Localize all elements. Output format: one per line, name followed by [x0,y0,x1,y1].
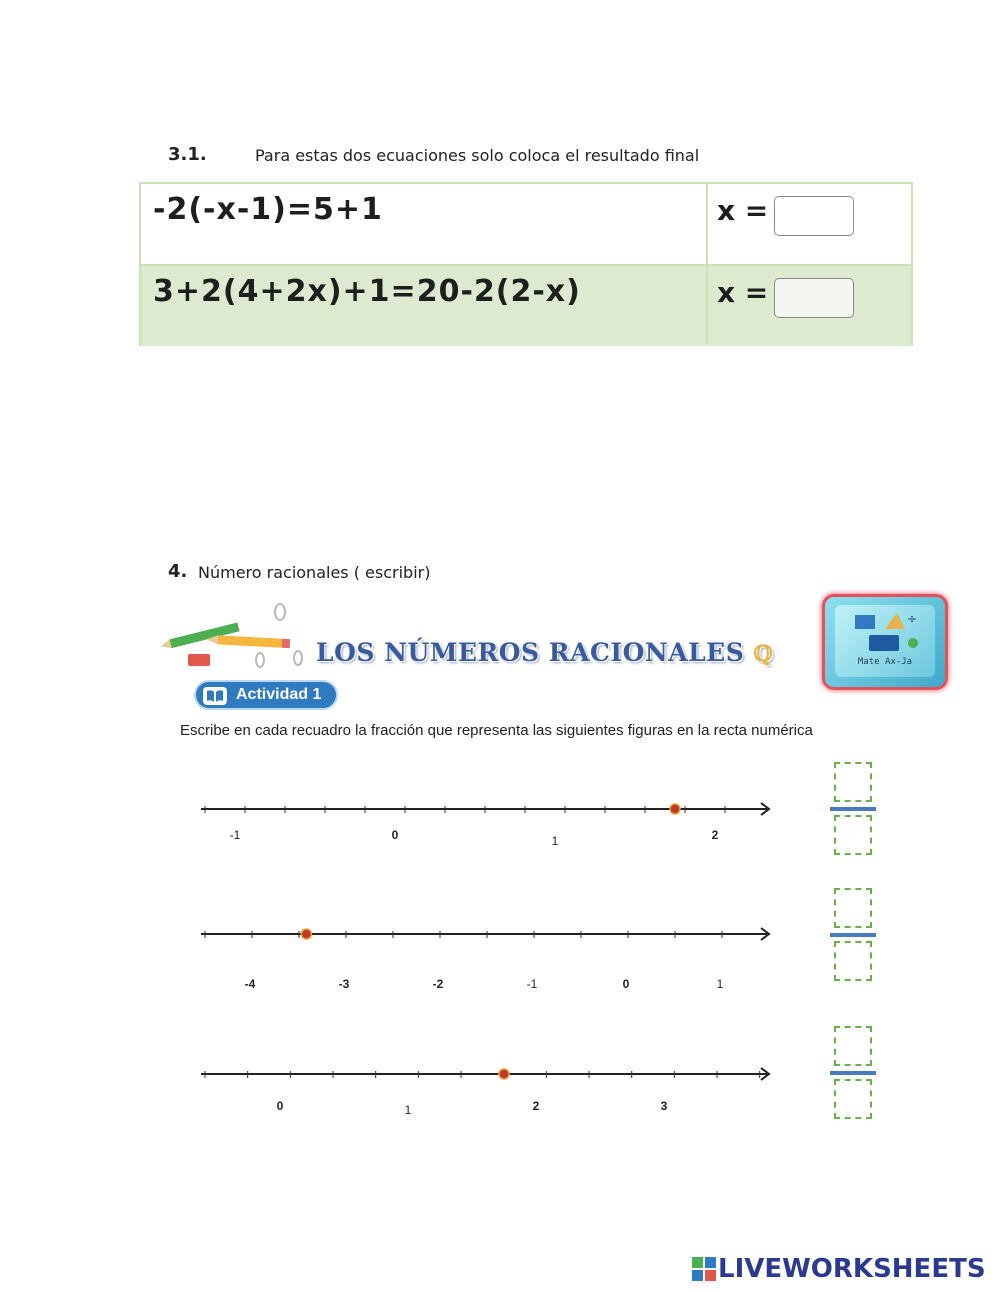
number-line-label: 2 [532,1099,540,1113]
fraction-bar-1 [830,807,876,811]
number-line-label: -1 [229,828,241,842]
liveworksheets-logo [692,1254,986,1284]
denominator-input-3[interactable] [834,1079,872,1119]
equations-table [139,182,913,346]
number-line-label: 0 [622,977,630,991]
number-line-label: 1 [404,1103,412,1117]
answer-label-2: x = [717,276,769,309]
number-line-label: 0 [391,828,399,842]
table-column-divider [706,184,708,344]
book-icon [202,686,228,706]
logo-text: Mate Ax-Ja [857,657,913,667]
worksheet-title-text: LOS NÚMEROS RACIONALES [316,638,745,667]
number-line-label: 3 [660,1099,668,1113]
numerator-input-2[interactable] [834,888,872,928]
numerator-input-1[interactable] [834,762,872,802]
equation-row-1 [141,184,911,266]
answer-input-1[interactable] [774,196,854,236]
number-line-label: 2 [711,828,719,842]
equation-1: -2(-x-1)=5+1 [153,192,383,227]
logo-inner-panel [835,605,935,677]
math-tools-icon [849,611,921,655]
denominator-input-2[interactable] [834,941,872,981]
number-line-2 [195,920,785,1000]
liveworksheets-mark-icon [692,1257,716,1281]
number-line-label: 1 [551,834,559,848]
worksheet-instruction: Escribe en cada recuadro la fracción que representa las siguientes figuras en la recta numérica [180,722,813,739]
equation-row-2 [141,266,911,346]
section-4-instruction: Número racionales ( escribir) [198,563,431,582]
rational-set-symbol: ℚ [753,641,774,667]
mate-ax-ja-logo [822,594,948,690]
section-3-1-number: 3.1. [168,144,207,165]
number-line-point [301,929,311,939]
number-line-point [499,1069,509,1079]
numerator-input-3[interactable] [834,1026,872,1066]
stationery-decoration-icon [160,602,310,674]
fraction-bar-2 [830,933,876,937]
number-line-label: -3 [338,977,350,991]
number-line-label: -4 [244,977,256,991]
worksheet-title [316,638,773,667]
liveworksheets-brand: LIVEWORKSHEETS [718,1254,986,1284]
number-line-label: -1 [526,977,538,991]
activity-label: Actividad 1 [236,686,322,703]
fraction-bar-3 [830,1071,876,1075]
equation-2: 3+2(4+2x)+1=20-2(2-x) [153,274,581,309]
svg-text:÷: ÷ [907,612,918,626]
number-line-point [670,804,680,814]
answer-input-2[interactable] [774,278,854,318]
section-4-number: 4. [168,561,188,582]
number-line-3 [195,1060,785,1120]
number-line-1 [195,795,785,855]
denominator-input-1[interactable] [834,815,872,855]
number-line-label: 0 [276,1099,284,1113]
number-line-label: -2 [432,977,444,991]
answer-label-1: x = [717,194,769,227]
activity-badge [194,680,338,710]
section-3-1-instruction: Para estas dos ecuaciones solo coloca el resultado final [255,146,700,165]
number-line-label: 1 [716,977,724,991]
